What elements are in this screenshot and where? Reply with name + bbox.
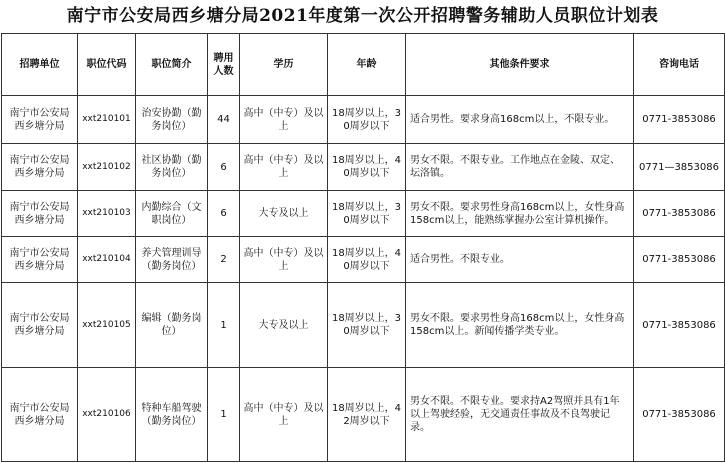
cell-code: xxt210102 bbox=[78, 144, 136, 191]
header-age: 年龄 bbox=[328, 34, 406, 96]
cell-requirements: 男女不限。要求男性身高168cm以上，女性身高158cm以上，能熟练掌握办公室计算机操作。 bbox=[406, 191, 634, 237]
cell-phone: 0771-3853086 bbox=[634, 237, 725, 283]
cell-phone: 0771-3853086 bbox=[634, 96, 725, 144]
cell-education: 大专及以上 bbox=[240, 191, 328, 237]
header-education: 学历 bbox=[240, 34, 328, 96]
cell-intro: 治安协勤（勤务岗位） bbox=[136, 96, 208, 144]
table-row bbox=[2, 144, 725, 191]
table-row bbox=[2, 283, 725, 368]
cell-unit: 南宁市公安局西乡塘分局 bbox=[2, 191, 78, 237]
cell-unit: 南宁市公安局西乡塘分局 bbox=[2, 96, 78, 144]
cell-age: 18周岁以上，40周岁以下 bbox=[328, 237, 406, 283]
cell-phone: 0771-3853086 bbox=[634, 368, 725, 462]
cell-age: 18周岁以上，30周岁以下 bbox=[328, 96, 406, 144]
cell-age: 18周岁以上，30周岁以下 bbox=[328, 191, 406, 237]
header-code: 职位代码 bbox=[78, 34, 136, 96]
cell-count: 6 bbox=[208, 144, 240, 191]
cell-code: xxt210101 bbox=[78, 96, 136, 144]
cell-unit: 南宁市公安局西乡塘分局 bbox=[2, 368, 78, 462]
cell-count: 2 bbox=[208, 237, 240, 283]
cell-requirements: 适合男性。要求身高168cm以上，不限专业。 bbox=[406, 96, 634, 144]
cell-code: xxt210104 bbox=[78, 237, 136, 283]
cell-phone: 0771—3853086 bbox=[634, 144, 725, 191]
page-title: 南宁市公安局西乡塘分局2021年度第一次公开招聘警务辅助人员职位计划表 bbox=[66, 6, 659, 26]
cell-requirements: 男女不限。要求男性身高168cm以上，女性身高158cm以上。新闻传播学类专业。 bbox=[406, 283, 634, 368]
cell-count: 1 bbox=[208, 283, 240, 368]
cell-code: xxt210106 bbox=[78, 368, 136, 462]
cell-education: 高中（中专）及以上 bbox=[240, 144, 328, 191]
cell-code: xxt210103 bbox=[78, 191, 136, 237]
cell-education: 大专及以上 bbox=[240, 283, 328, 368]
cell-age: 18周岁以上，30周岁以下 bbox=[328, 283, 406, 368]
cell-intro: 养犬管理训导（勤务岗位） bbox=[136, 237, 208, 283]
cell-intro: 内勤综合（文职岗位） bbox=[136, 191, 208, 237]
cell-count: 1 bbox=[208, 368, 240, 462]
table-row bbox=[2, 191, 725, 237]
cell-education: 高中（中专）及以上 bbox=[240, 237, 328, 283]
cell-phone: 0771-3853086 bbox=[634, 191, 725, 237]
cell-count: 44 bbox=[208, 96, 240, 144]
cell-age: 18周岁以上，40周岁以下 bbox=[328, 144, 406, 191]
header-count: 聘用人数 bbox=[208, 34, 240, 96]
cell-intro: 特种车船驾驶（勤务岗位） bbox=[136, 368, 208, 462]
header-intro: 职位简介 bbox=[136, 34, 208, 96]
cell-code: xxt210105 bbox=[78, 283, 136, 368]
cell-requirements: 男女不限。不限专业。工作地点在金陵、双定、坛洛镇。 bbox=[406, 144, 634, 191]
table-header-row bbox=[2, 34, 725, 96]
table-row bbox=[2, 96, 725, 144]
cell-age: 18周岁以上，42周岁以下 bbox=[328, 368, 406, 462]
header-phone: 咨询电话 bbox=[634, 34, 725, 96]
header-requirements: 其他条件要求 bbox=[406, 34, 634, 96]
header-unit: 招聘单位 bbox=[2, 34, 78, 96]
cell-count: 6 bbox=[208, 191, 240, 237]
cell-intro: 编辑（勤务岗位） bbox=[136, 283, 208, 368]
cell-unit: 南宁市公安局西乡塘分局 bbox=[2, 144, 78, 191]
cell-unit: 南宁市公安局西乡塘分局 bbox=[2, 237, 78, 283]
cell-phone: 0771-3853086 bbox=[634, 283, 725, 368]
cell-unit: 南宁市公安局西乡塘分局 bbox=[2, 283, 78, 368]
position-plan-table bbox=[1, 33, 725, 462]
cell-requirements: 适合男性。不限专业。 bbox=[406, 237, 634, 283]
table-row bbox=[2, 368, 725, 462]
cell-education: 高中（中专）及以上 bbox=[240, 368, 328, 462]
cell-requirements: 男女不限。不限专业。要求持A2驾照并具有1年以上驾驶经验，无交通责任事故及不良驾驶记录。 bbox=[406, 368, 634, 462]
table-row bbox=[2, 237, 725, 283]
cell-intro: 社区协勤（勤务岗位） bbox=[136, 144, 208, 191]
cell-education: 高中（中专）及以上 bbox=[240, 96, 328, 144]
